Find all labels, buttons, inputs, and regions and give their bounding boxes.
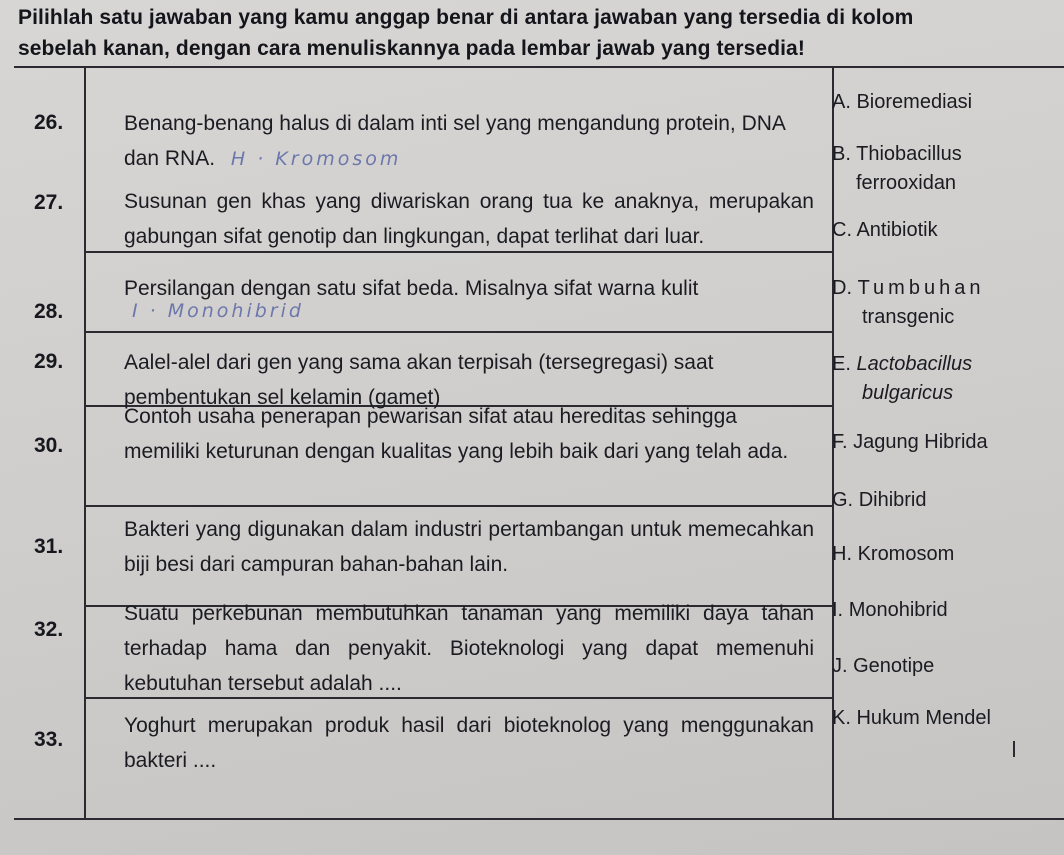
question-text-33: Yoghurt merupakan produk hasil dari bioteknolog yang menggunakan bakteri ....: [124, 714, 814, 772]
question-text-31: Bakteri yang digunakan dalam industri pertambangan untuk memecahkan biji besi dari campuran bahan-bahan lain.: [124, 518, 814, 576]
option-i: I. Monohibrid: [832, 599, 948, 621]
option-a: A. Bioremediasi: [832, 91, 973, 113]
row-divider: [84, 505, 832, 507]
option-b: B. Thiobacillus ferrooxidan: [832, 143, 962, 194]
question-number: 33.: [34, 728, 64, 751]
option-j: J. Genotipe: [832, 655, 935, 677]
question-text-27: Susunan gen khas yang diwariskan orang tua ke anaknya, merupakan gabungan sifat genotip dan lingkungan, dapat terlihat dari luar.: [124, 190, 814, 248]
instruction-line-2: sebelah kanan, dengan cara menuliskannya pada lembar jawab yang tersedia!: [18, 37, 805, 60]
table-column-divider-left: [84, 68, 86, 818]
question-number: 28.: [34, 300, 64, 323]
question-number: 27.: [34, 191, 64, 214]
question-number: 26.: [34, 111, 64, 134]
option-c: C. Antibiotik: [832, 219, 938, 241]
option-f: F. Jagung Hibrida: [832, 431, 988, 453]
pen-mark: [1013, 741, 1015, 757]
question-number: 29.: [34, 350, 64, 373]
option-d: D. Tumbuhan transgenic: [832, 277, 985, 328]
option-k: K. Hukum Mendel: [832, 707, 991, 729]
handwritten-answer-28: I · Monohibrid: [132, 300, 304, 322]
question-text-30: Contoh usaha penerapan pewarisan sifat atau hereditas sehingga memiliki keturunan dengan kualitas yang lebih baik dari yang telah ada.: [124, 405, 789, 463]
option-g: G. Dihibrid: [832, 489, 927, 511]
matching-table: [14, 66, 1064, 820]
instruction-line-1: Pilihlah satu jawaban yang kamu anggap benar di antara jawaban yang tersedia di kolom: [18, 6, 914, 29]
question-text-32: Suatu perkebunan membutuhkan tanaman yang memiliki daya tahan terhadap hama dan penyakit. Bioteknologi yang dapat memenuhi kebutuhan tersebut adalah ....: [124, 602, 814, 695]
question-text-28: Persilangan dengan satu sifat beda. Misalnya sifat warna kulit: [124, 277, 699, 300]
option-e: E. Lactobacillus bulgaricus: [832, 353, 973, 404]
question-text-29: Aalel-alel dari gen yang sama akan terpisah (tersegregasi) saat pembentukan sel kelamin (gamet): [124, 351, 714, 409]
row-divider: [84, 331, 832, 333]
question-number: 31.: [34, 535, 64, 558]
option-h: H. Kromosom: [832, 543, 955, 565]
question-text-26: Benang-benang halus di dalam inti sel yang mengandung protein, DNA dan RNA. H · Kromosom: [124, 112, 785, 170]
handwritten-answer-26: H · Kromosom: [230, 148, 402, 170]
question-number: 32.: [34, 618, 64, 641]
question-number: 30.: [34, 434, 64, 457]
instruction-text: [18, 2, 1058, 64]
